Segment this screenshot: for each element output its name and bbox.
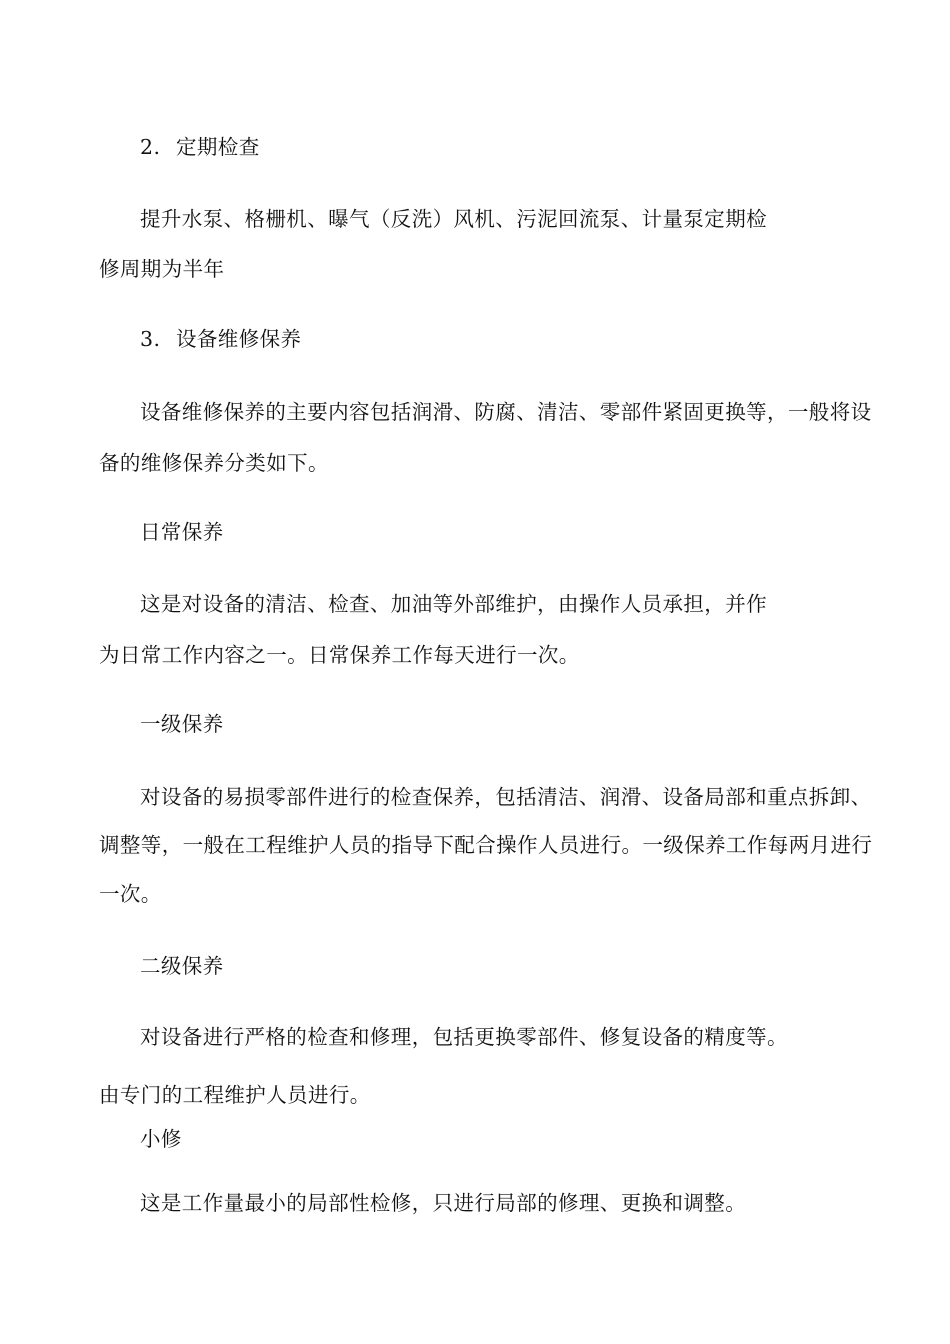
paragraph-line: 为日常工作内容之一。日常保养工作每天进行一次。	[99, 643, 580, 667]
subheading-daily-maintenance: 日常保养	[140, 520, 224, 544]
section-3-heading	[140, 325, 301, 353]
subheading-level-1-maintenance: 一级保养	[140, 712, 224, 736]
section-2-heading	[140, 133, 260, 161]
paragraph-line: 调整等，一般在工程维护人员的指导下配合操作人员进行。一级保养工作每两月进行	[99, 833, 873, 857]
section-title: 设备维修保养	[176, 327, 302, 351]
section-number: 3.	[140, 327, 161, 351]
paragraph-line: 设备维修保养的主要内容包括润滑、防腐、清洁、零部件紧固更换等，一般将设	[140, 400, 872, 424]
paragraph-line: 对设备的易损零部件进行的检查保养，包括清洁、润滑、设备局部和重点拆卸、	[140, 785, 872, 809]
subheading-level-2-maintenance: 二级保养	[140, 954, 224, 978]
paragraph-line: 由专门的工程维护人员进行。	[99, 1083, 371, 1107]
section-number: 2.	[140, 135, 161, 159]
paragraph-line: 对设备进行严格的检查和修理，包括更换零部件、修复设备的精度等。	[140, 1025, 788, 1049]
subheading-minor-repair: 小修	[140, 1127, 182, 1151]
paragraph-line: 修周期为半年	[99, 257, 225, 281]
section-title: 定期检查	[176, 135, 260, 159]
paragraph-line: 这是工作量最小的局部性检修，只进行局部的修理、更换和调整。	[140, 1191, 747, 1215]
paragraph-line: 一次。	[99, 882, 162, 906]
paragraph-line: 这是对设备的清洁、检查、加油等外部维护，由操作人员承担，并作	[140, 592, 767, 616]
paragraph-line: 备的维修保养分类如下。	[99, 451, 329, 475]
paragraph-line: 提升水泵、格栅机、曝气（反洗）风机、污泥回流泵、计量泵定期检	[140, 207, 767, 231]
